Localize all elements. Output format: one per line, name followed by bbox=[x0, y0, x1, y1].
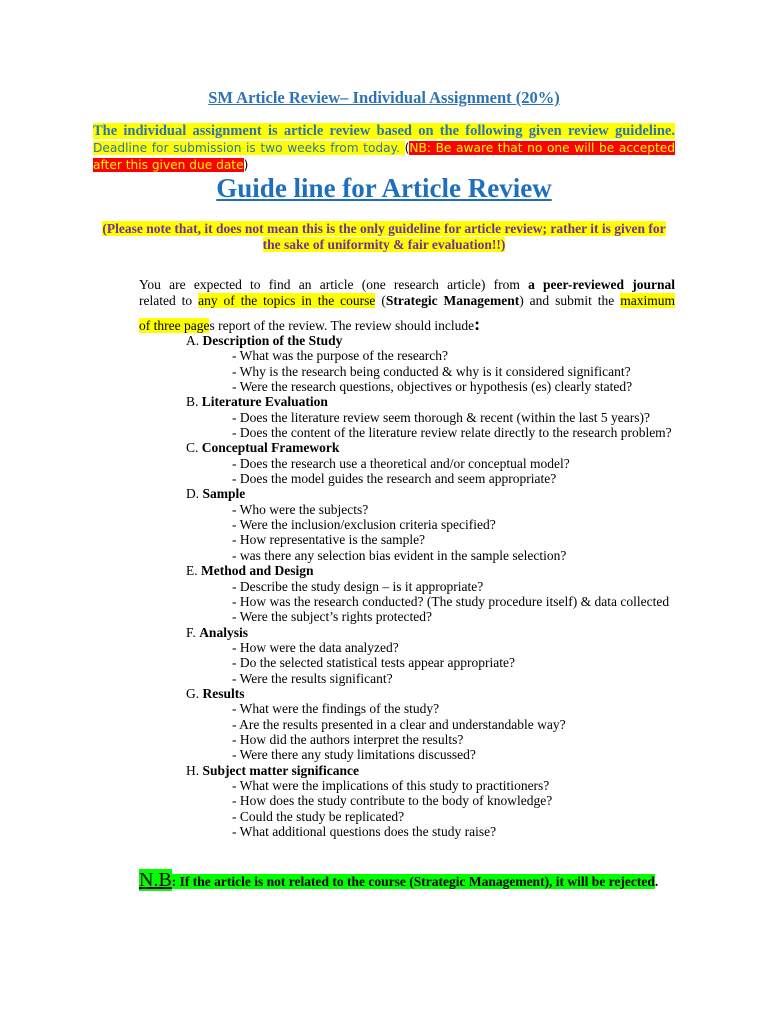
section-letter: C. bbox=[186, 440, 199, 456]
section-question: - Who were the subjects? bbox=[232, 501, 369, 517]
section-name: Method and Design bbox=[201, 563, 314, 579]
section-letter: B. bbox=[186, 394, 199, 410]
instructions-colon: : bbox=[474, 314, 481, 334]
section-question: - Do the selected statistical tests appear appropriate? bbox=[232, 655, 516, 671]
guideline-heading: Guide line for Article Review bbox=[216, 173, 552, 203]
section-question: - Were the subject’s rights protected? bbox=[232, 609, 432, 625]
instructions-text: s report of the review. The review should include bbox=[209, 318, 475, 333]
section-title bbox=[186, 563, 675, 578]
section-letter: A. bbox=[186, 333, 200, 348]
topics-highlight: any of the topics in the course bbox=[198, 293, 376, 308]
intro-paren-open: ( bbox=[404, 141, 410, 155]
section-name: Literature Evaluation bbox=[201, 394, 328, 410]
intro-paragraph bbox=[93, 123, 675, 174]
instructions-text: ( bbox=[375, 293, 386, 308]
section-name: Conceptual Framework bbox=[201, 440, 340, 456]
section-question: - What were the implications of this study to practitioners? bbox=[232, 777, 550, 793]
section-title bbox=[186, 625, 675, 640]
intro-paren-close: ) bbox=[243, 158, 249, 172]
section-question: - How representative is the sample? bbox=[232, 532, 426, 548]
section-title bbox=[186, 486, 675, 501]
section-question: - Does the literature review seem thorough & recent (within the last 5 years)? bbox=[232, 409, 650, 425]
section-title bbox=[186, 394, 675, 409]
guideline-note bbox=[93, 221, 675, 253]
section-letter: E. bbox=[186, 563, 198, 579]
section-question: - What additional questions does the study raise? bbox=[232, 824, 497, 839]
section-question: - Does the model guides the research and seem appropriate? bbox=[232, 471, 557, 487]
section-name: Sample bbox=[202, 486, 246, 502]
section-name: Subject matter significance bbox=[202, 762, 359, 778]
intro-warning: NB: Be aware that no one will be accepted after this given due date bbox=[93, 141, 675, 172]
section-question: - Describe the study design – is it appropriate? bbox=[232, 578, 484, 594]
section-question: - Were there any study limitations discussed? bbox=[232, 747, 476, 763]
section-question: - How were the data analyzed? bbox=[232, 639, 399, 655]
section-question: - How does the study contribute to the body of knowledge? bbox=[232, 793, 553, 809]
page-limit-highlight: of three page bbox=[139, 318, 210, 333]
maximum-highlight: maximum bbox=[620, 293, 675, 308]
instructions-text: related to bbox=[139, 293, 199, 308]
instructions-paragraph bbox=[139, 277, 675, 334]
section-question: - What were the findings of the study? bbox=[232, 701, 440, 717]
section-question: - How was the research conducted? (The study procedure itself) & data collected bbox=[232, 593, 670, 609]
section-question: - Why is the research being conducted & why is it considered significant? bbox=[232, 363, 631, 379]
section-name: Analysis bbox=[199, 624, 248, 640]
section-question: - Could the study be replicated? bbox=[232, 808, 405, 824]
section-question: - Were the inclusion/exclusion criteria specified? bbox=[232, 517, 496, 533]
nb-label: N.B bbox=[139, 869, 172, 891]
guideline-note-text: (Please note that, it does not mean this is the only guideline for article review; rather it is given for the sake of uniformity & fair evaluation!!) bbox=[102, 221, 666, 252]
peer-reviewed-emphasis: a peer-reviewed journal bbox=[528, 277, 675, 292]
section-title bbox=[186, 440, 675, 455]
instructions-line-3 bbox=[139, 316, 675, 334]
course-name: Strategic Management bbox=[385, 293, 520, 308]
section-letter: D. bbox=[186, 486, 200, 502]
section-question: - How did the authors interpret the results? bbox=[232, 731, 464, 747]
document-title: SM Article Review– Individual Assignment (20%) bbox=[208, 88, 560, 107]
section-question: - was there any selection bias evident in the sample selection? bbox=[232, 547, 567, 563]
intro-deadline: Deadline for submission is two weeks from today. bbox=[93, 141, 405, 155]
section-question: - Are the results presented in a clear and understandable way? bbox=[232, 716, 566, 732]
nb-warning bbox=[93, 869, 675, 891]
instructions-line-1 bbox=[139, 277, 675, 293]
nb-end: . bbox=[654, 874, 659, 889]
section-question: - Were the results significant? bbox=[232, 670, 393, 686]
section-letter: H. bbox=[186, 762, 200, 778]
section-title bbox=[186, 686, 675, 701]
section-name: Description of the Study bbox=[202, 333, 343, 348]
instructions-line-2 bbox=[139, 293, 675, 309]
section-title bbox=[186, 763, 675, 778]
instructions-text: ) and submit the bbox=[519, 293, 621, 308]
section-letter: F. bbox=[186, 624, 196, 640]
section-question: - What was the purpose of the research? bbox=[232, 348, 449, 364]
review-sections-list bbox=[186, 333, 675, 839]
section-letter: G. bbox=[186, 685, 200, 701]
nb-text: : If the article is not related to the course (Strategic Management), it will be rejected bbox=[171, 874, 655, 889]
section-question: - Were the research questions, objectives or hypothesis (es) clearly stated? bbox=[232, 379, 633, 395]
section-title bbox=[186, 333, 675, 348]
section-question: - Does the research use a theoretical and/or conceptual model? bbox=[232, 455, 570, 471]
section-name: Results bbox=[202, 685, 245, 701]
instructions-text: You are expected to find an article (one research article) from bbox=[139, 277, 529, 292]
section-question: - Does the content of the literature review relate directly to the research problem? bbox=[232, 425, 672, 441]
intro-text-bold: The individual assignment is article review based on the following given review guideline. bbox=[93, 123, 675, 139]
